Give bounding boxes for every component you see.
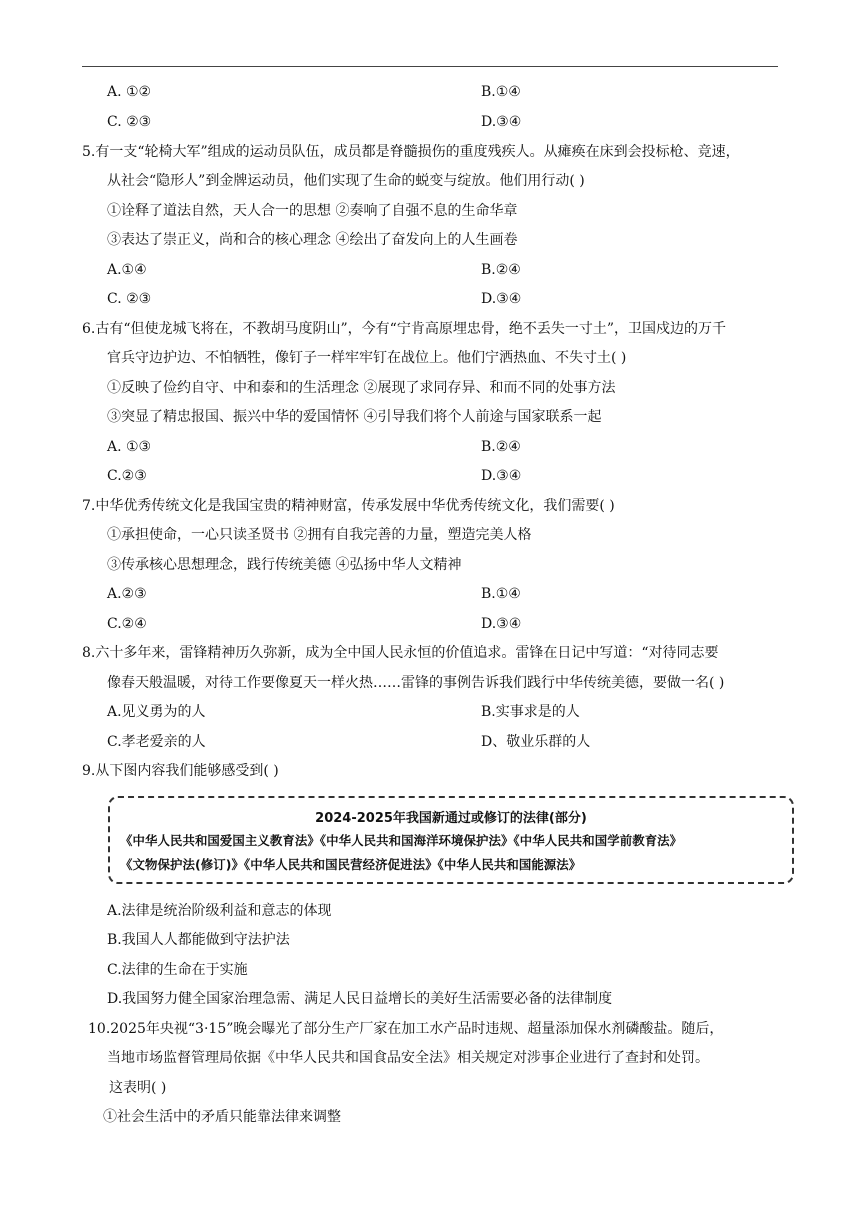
- q6-option-c: C.②③: [107, 468, 147, 484]
- q5-option-b: B.②④: [481, 262, 521, 278]
- q10-stem-line-1: 10.2025年央视“3·15”晚会曝光了部分生产厂家在加工水产品时违规、超量添加保水剂磷酸盐。随后，: [88, 1021, 724, 1037]
- q4-option-d: D.③④: [481, 114, 522, 130]
- q7-stem-line-1: 7.中华优秀传统文化是我国宝贵的精神财富，传承发展中华优秀传统文化，我们需要( ): [82, 498, 615, 514]
- q9-figure-row-1: 《中华人民共和国爱国主义教育法》《中华人民共和国海洋环境保护法》《中华人民共和国学前教育法》: [120, 833, 683, 848]
- q6-option-a: A. ①③: [107, 439, 152, 455]
- q4-option-c: C. ②③: [107, 114, 152, 130]
- q6-stem-line-2: 官兵守边护边、不怕牺牲，像钉子一样牢牢钉在战位上。他们宁洒热血、不失寸土( ): [107, 350, 627, 366]
- q5-option-d: D.③④: [481, 291, 522, 307]
- q8-stem-line-2: 像春天般温暖，对待工作要像夏天一样火热……雷锋的事例告诉我们践行中华传统美德，要做一名( ): [107, 675, 725, 691]
- q5-option-c: C. ②③: [107, 291, 152, 307]
- q9-figure-row-2: 《文物保护法(修订)》《中华人民共和国民营经济促进法》《中华人民共和国能源法》: [120, 857, 582, 872]
- q6-option-b: B.②④: [481, 439, 521, 455]
- q6-option-d: D.③④: [481, 468, 522, 484]
- q7-option-d: D.③④: [481, 616, 522, 632]
- q5-stem-line-1: 5.有一支“轮椅大军”组成的运动员队伍，成员都是脊髓损伤的重度残疾人。从瘫痪在床到会投标枪、竞速，: [82, 144, 740, 160]
- q10-stem-line-3: 这表明( ): [109, 1080, 167, 1096]
- q9-stem-line-1: 9.从下图内容我们能够感受到( ): [82, 763, 279, 779]
- q10-stem-line-2: 当地市场监督管理局依据《中华人民共和国食品安全法》相关规定对涉事企业进行了查封和处罚。: [107, 1050, 709, 1066]
- q8-option-d: D、敬业乐群的人: [481, 734, 591, 750]
- q9-option-c: C.法律的生命在于实施: [107, 962, 248, 978]
- q5-stem-line-2: 从社会“隐形人”到金牌运动员，他们实现了生命的蜕变与绽放。他们用行动( ): [107, 173, 585, 189]
- q5-statement-1: ①诠释了道法自然，天人合一的思想 ②奏响了自强不息的生命华章: [107, 203, 518, 219]
- q9-option-d: D.我国努力健全国家治理急需、满足人民日益增长的美好生活需要必备的法律制度: [107, 991, 613, 1007]
- q4-option-a: A. ①②: [107, 84, 152, 100]
- q6-stem-line-1: 6.古有“但使龙城飞将在，不教胡马度阴山”，今有“宁肯高原埋忠骨，绝不丢失一寸土”，卫国戍边的万千: [82, 321, 726, 337]
- q5-option-a: A.①④: [107, 262, 147, 278]
- q7-statement-2: ③传承核心思想理念，践行传统美德 ④弘扬中华人文精神: [107, 557, 462, 573]
- q6-statement-1: ①反映了俭约自守、中和泰和的生活理念 ②展现了求同存异、和而不同的处事方法: [107, 380, 616, 396]
- q7-option-a: A.②③: [107, 586, 147, 602]
- q8-option-a: A.见义勇为的人: [107, 704, 206, 720]
- header-rule: [82, 66, 778, 67]
- q9-option-b: B.我国人人都能做到守法护法: [107, 932, 290, 948]
- q8-stem-line-1: 8.六十多年来，雷锋精神历久弥新，成为全中国人民永恒的价值追求。雷锋在日记中写道：“对待同志要: [82, 645, 719, 661]
- q7-statement-1: ①承担使命，一心只读圣贤书 ②拥有自我完善的力量，塑造完美人格: [107, 527, 532, 543]
- q6-statement-2: ③突显了精忠报国、振兴中华的爱国情怀 ④引导我们将个人前途与国家联系一起: [107, 409, 602, 425]
- q7-option-b: B.①④: [481, 586, 521, 602]
- q8-option-c: C.孝老爱亲的人: [107, 734, 206, 750]
- q7-option-c: C.②④: [107, 616, 147, 632]
- q8-option-b: B.实事求是的人: [481, 704, 580, 720]
- q9-figure-title: 2024-2025年我国新通过或修订的法律(部分): [315, 811, 587, 826]
- q9-option-a: A.法律是统治阶级利益和意志的体现: [107, 903, 332, 919]
- q9-law-list-figure: [108, 796, 794, 884]
- q10-statement-1: ①社会生活中的矛盾只能靠法律来调整: [103, 1109, 341, 1125]
- q5-statement-2: ③表达了崇正义，尚和合的核心理念 ④绘出了奋发向上的人生画卷: [107, 232, 518, 248]
- q4-option-b: B.①④: [481, 84, 521, 100]
